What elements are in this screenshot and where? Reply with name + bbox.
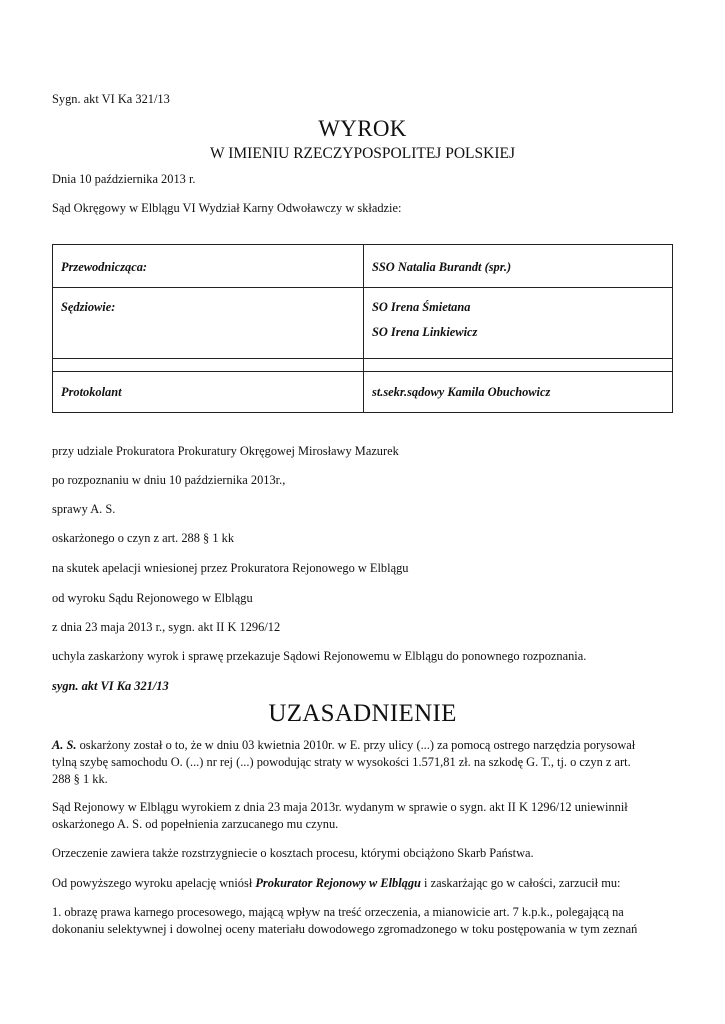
- role-cell: [53, 245, 364, 288]
- paragraph-line: Orzeczenie zawiera także rozstrzygniecie o kosztach procesu, którymi obciążono Skarb Państwa.: [52, 846, 534, 860]
- reasons-signature: sygn. akt VI Ka 321/13: [52, 679, 169, 693]
- clerk-name: st.sekr.sądowy Kamila Obuchowicz: [372, 385, 551, 399]
- paragraph-line: [52, 875, 673, 892]
- body-line: sprawy A. S.: [52, 502, 116, 516]
- table-row: [53, 288, 673, 359]
- defendant-name: A. S.: [52, 738, 77, 752]
- text: Od powyższego wyroku apelację wniósł: [52, 876, 256, 890]
- paragraph-line: 288 § 1 kk.: [52, 772, 108, 786]
- role-label: Przewodnicząca:: [61, 260, 148, 274]
- paragraph-line: Sąd Rejonowy w Elblągu wyrokiem z dnia 23 maja 2013r. wydanym w sprawie o sygn. akt II K 1296/12 uniewinnił: [52, 800, 628, 814]
- names-cell: [364, 245, 673, 288]
- names-cell: [364, 359, 673, 372]
- judge-name: SSO Natalia Burandt (spr.): [372, 260, 512, 274]
- judgment-date: Dnia 10 października 2013 r.: [52, 172, 196, 186]
- table-row: [53, 359, 673, 372]
- text: oskarżony został o to, że w dniu 03 kwietnia 2010r. w E. przy ulicy (...) za pomocą ostrego narzędzia porysował: [79, 738, 636, 752]
- reasons-paragraph-1: [52, 737, 673, 788]
- reasons-paragraph-5: [52, 904, 673, 938]
- role-cell: [53, 359, 364, 372]
- body-line: przy udziale Prokuratora Prokuratury Okręgowej Mirosławy Mazurek: [52, 444, 399, 458]
- document-subtitle: W IMIENIU RZECZYPOSPOLITEJ POLSKIEJ: [210, 145, 515, 162]
- court-name: Sąd Okręgowy w Elblągu VI Wydział Karny Odwoławczy w składzie:: [52, 201, 402, 215]
- judge-name: SO Irena Linkiewicz: [372, 325, 478, 339]
- body-line: oskarżonego o czyn z art. 288 § 1 kk: [52, 531, 235, 545]
- body-line: po rozpoznaniu w dniu 10 października 2013r.,: [52, 473, 286, 487]
- reasons-heading: UZASADNIENIE: [268, 700, 457, 727]
- text: tylną szybę samochodu O. (...) nr rej (...) powodując straty w wysokości 1.571,81 zł. na szkodę G. T., tj. o czyn z art.: [52, 755, 631, 769]
- case-signature: Sygn. akt VI Ka 321/13: [52, 92, 170, 106]
- paragraph-line: [52, 737, 673, 754]
- paragraph-line: dokonaniu selektywnej i dowolnej oceny materiału dowodowego zgromadzonego w toku postępowania w tym zeznań: [52, 922, 638, 936]
- reasons-paragraph-2: [52, 799, 673, 833]
- names-cell: [364, 288, 673, 359]
- names-cell: [364, 372, 673, 413]
- operative-part: uchyla zaskarżony wyrok i sprawę przekazuje Sądowi Rejonowemu w Elblągu do ponownego rozpoznania.: [52, 649, 587, 663]
- paragraph-line: [52, 754, 673, 771]
- reasons-paragraph-3: [52, 845, 673, 862]
- role-label: Sędziowie:: [61, 300, 116, 314]
- body-line: od wyroku Sądu Rejonowego w Elblągu: [52, 591, 253, 605]
- role-cell: [53, 288, 364, 359]
- judge-name: SO Irena Śmietana: [372, 300, 471, 314]
- table-row: [53, 372, 673, 413]
- prosecutor-name: Prokurator Rejonowy w Elblągu: [255, 876, 421, 890]
- role-label: Protokolant: [61, 385, 122, 399]
- table-row: [53, 245, 673, 288]
- role-cell: [53, 372, 364, 413]
- paragraph-line: oskarżonego A. S. od popełnienia zarzucanego mu czynu.: [52, 817, 339, 831]
- text: i zaskarżając go w całości, zarzucił mu:: [420, 876, 621, 890]
- body-line: na skutek apelacji wniesionej przez Prokuratora Rejonowego w Elblągu: [52, 561, 409, 575]
- body-line: z dnia 23 maja 2013 r., sygn. akt II K 1296/12: [52, 620, 281, 634]
- document-title: WYROK: [318, 116, 407, 141]
- paragraph-line: 1. obrazę prawa karnego procesowego, mającą wpływ na treść orzeczenia, a mianowicie art. 7 k.p.k., polegającą na: [52, 905, 624, 919]
- reasons-paragraph-4: [52, 875, 673, 892]
- court-composition-table: [52, 244, 673, 413]
